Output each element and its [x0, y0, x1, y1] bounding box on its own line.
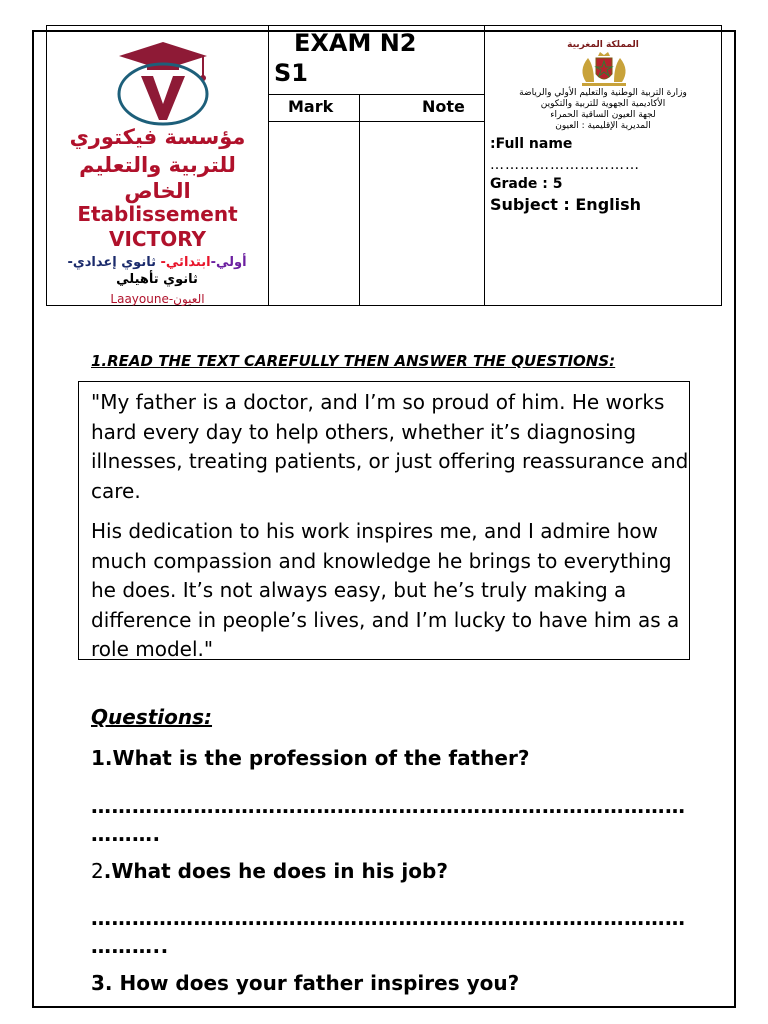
- passage-paragraph-1: "My father is a doctor, and I’m so proud of him. He works hard every day to help others, whether it’s diagnosing illnesses, treating patients, or just offering reassurance and care.: [91, 390, 689, 503]
- student-info-cell: المملكة المغربية وزارة التربية الوطنية والتعليم الأولي والرياضة الأكاديمية الجهوية للتربية والتكوين لجهة العيون الساقية الحمراء المديرية الإقليمية : العيون :Full name ………………………… Grade : 5 Subject : English: [490, 40, 687, 214]
- subject-label: Subject : English: [490, 195, 642, 214]
- reading-passage: [91, 388, 691, 665]
- school-name-arabic-1: مؤسسة فيكتوري: [69, 125, 246, 149]
- passage-paragraph-2: His dedication to his work inspires me, and I admire how much compassion and knowledge he brings to everything he does. It’s not always easy, but he’s truly making a difference in people’s lives, and I’m lucky to have him as a role model.": [91, 519, 680, 661]
- answer-line-2[interactable]: ……………………………………………………………………………: [91, 906, 686, 930]
- question-3: 3. How does your father inspires you?: [91, 971, 520, 995]
- school-levels: أولي-ابتدائي- ثانوي إعدادي- ثانوي تأهيلي: [67, 255, 247, 287]
- header-table: [46, 25, 722, 306]
- school-name-arabic-3: الخاص: [124, 179, 191, 203]
- school-name-english-2: VICTORY: [108, 227, 207, 251]
- full-name-label: :Full name: [490, 136, 573, 152]
- exam-title: EXAM N2 S1: [274, 29, 417, 87]
- school-logo-cell: [47, 26, 269, 305]
- mark-divider: [359, 94, 360, 305]
- answer-line-1-cont[interactable]: ……….: [91, 822, 161, 846]
- note-label: Note: [422, 97, 465, 116]
- question-2: 2.What does he does in his job?: [91, 859, 448, 883]
- full-name-field[interactable]: …………………………: [490, 157, 640, 173]
- exercise-instruction: 1.READ THE TEXT CAREFULLY THEN ANSWER THE QUESTIONS:: [91, 352, 616, 370]
- mark-label: Mark: [288, 97, 334, 116]
- mark-note-header: [268, 94, 484, 122]
- answer-line-2-cont[interactable]: ………..: [91, 934, 169, 958]
- coat-of-arms-icon: [564, 52, 644, 88]
- school-name-english-1: Etablissement: [77, 202, 238, 226]
- exam-cell: [268, 26, 485, 305]
- question-1: 1.What is the profession of the father?: [91, 746, 530, 770]
- answer-line-1[interactable]: ……………………………………………………………………………: [91, 794, 686, 818]
- school-name-arabic-2: للتربية والتعليم: [79, 153, 236, 177]
- school-city: Laayoune-العيون: [110, 292, 205, 306]
- questions-heading: Questions:: [91, 705, 213, 729]
- grade-label: Grade : 5: [490, 176, 563, 192]
- school-logo-icon: [103, 40, 223, 130]
